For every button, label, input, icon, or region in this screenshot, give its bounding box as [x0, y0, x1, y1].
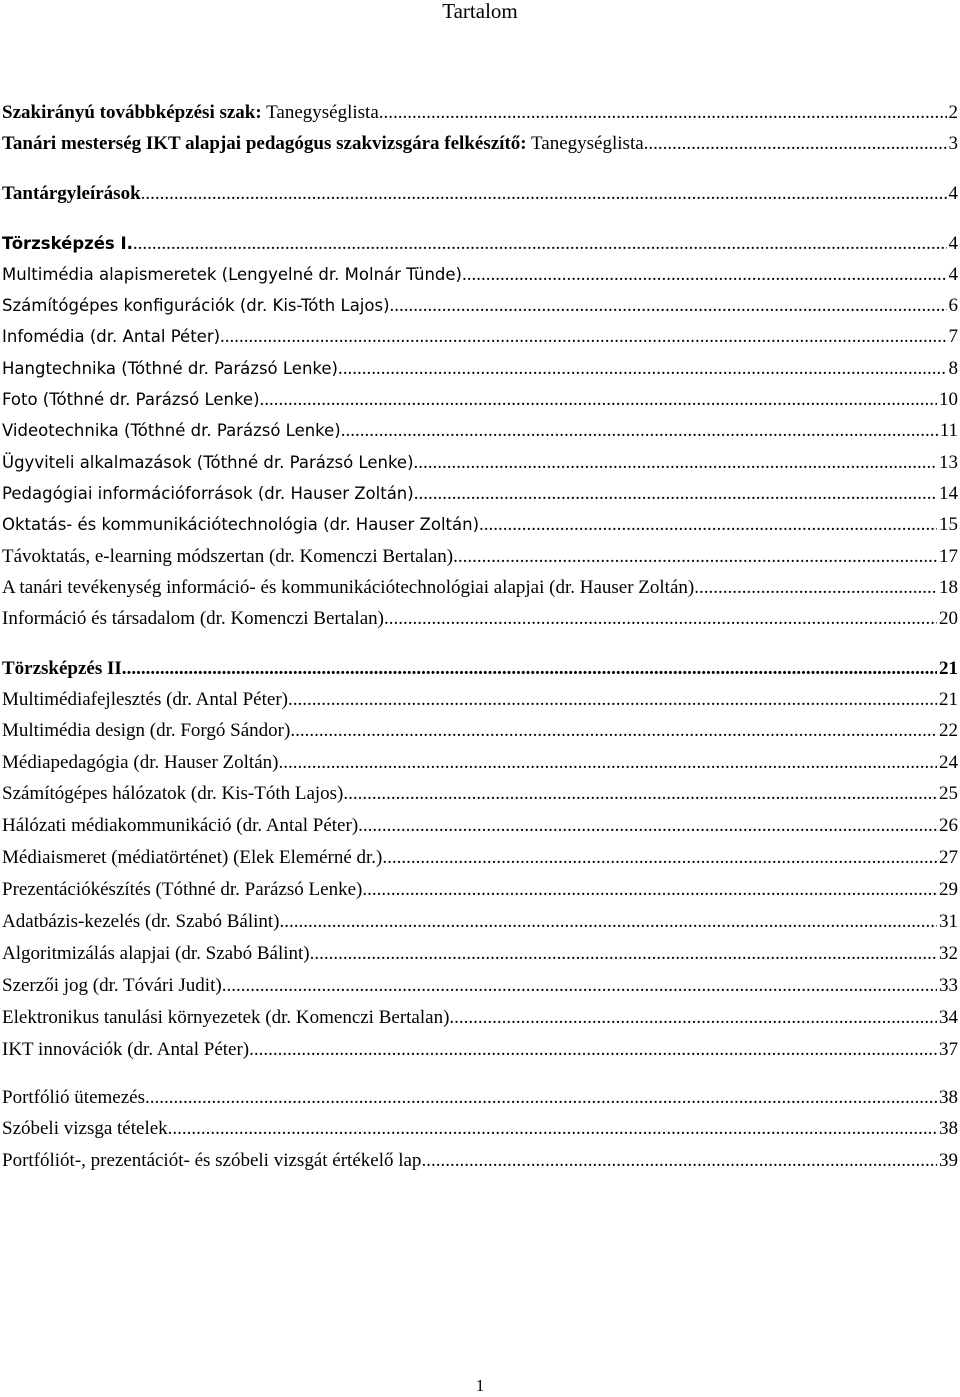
toc-entry-title: Távoktatás, e-learning módszertan (dr. Komenczi Bertalan) — [2, 546, 454, 567]
toc-entry-title: Videotechnika (Tóthné dr. Parázsó Lenke) — [2, 421, 341, 440]
toc-entry[interactable] — [2, 231, 958, 257]
toc-entry-title: Médiaismeret (médiatörténet) (Elek Elemérné dr.) — [2, 847, 383, 868]
toc-page-number: 4 — [948, 264, 958, 285]
toc-page-number: 14 — [939, 483, 958, 504]
toc-entry[interactable] — [2, 512, 958, 538]
toc-page-number: 4 — [948, 183, 958, 204]
toc-page-number: 34 — [939, 1007, 958, 1028]
toc-leader-dots — [362, 877, 937, 903]
toc-entry[interactable] — [2, 324, 958, 350]
toc-entry[interactable] — [2, 356, 958, 382]
toc-leader-dots — [390, 293, 947, 319]
toc-page-number: 4 — [948, 233, 958, 254]
toc-page-number: 39 — [939, 1150, 958, 1171]
toc-leader-dots — [382, 845, 937, 871]
toc-entry[interactable] — [2, 181, 958, 207]
toc-leader-dots — [694, 575, 937, 601]
toc-page-number: 7 — [948, 326, 958, 347]
toc-entry-title: Pedagógiai információforrások (dr. Hauser Zoltán) — [2, 484, 414, 503]
toc-leader-dots — [414, 450, 937, 476]
toc-page-number: 37 — [939, 1039, 958, 1060]
toc-leader-dots — [141, 181, 947, 207]
toc-entry[interactable] — [2, 1005, 958, 1031]
toc-entry-title: Multimédia design (dr. Forgó Sándor) — [2, 720, 291, 741]
toc-entry-title-bold: Szakirányú továbbképzési szak: — [2, 102, 262, 123]
toc-leader-dots — [222, 973, 937, 999]
toc-entry[interactable] — [2, 813, 958, 839]
toc-entry-title: Prezentációkészítés (Tóthné dr. Parázsó Lenke) — [2, 879, 363, 900]
toc-entry[interactable] — [2, 131, 958, 157]
toc-page-number: 33 — [939, 975, 958, 996]
toc-leader-dots — [220, 324, 946, 350]
toc-entry-title — [2, 100, 379, 126]
toc-entry-title: Multimédiafejlesztés (dr. Antal Péter) — [2, 689, 288, 710]
toc-entry-title: Adatbázis-kezelés (dr. Szabó Bálint) — [2, 911, 280, 932]
toc-entry[interactable] — [2, 687, 958, 713]
toc-entry[interactable] — [2, 781, 958, 807]
toc-entry-title: Hálózati médiakommunikáció (dr. Antal Péter) — [2, 815, 359, 836]
toc-leader-dots — [414, 481, 937, 507]
toc-entry-title: Hangtechnika (Tóthné dr. Parázsó Lenke) — [2, 359, 338, 378]
toc-entry-title: Portfóliót-, prezentációt- és szóbeli vizsgát értékelő lap — [2, 1150, 422, 1171]
toc-entry-title-rest: Tanegységlista — [261, 102, 379, 123]
toc-entry[interactable] — [2, 750, 958, 776]
toc-page-number: 11 — [939, 420, 958, 441]
toc-page-number: 25 — [939, 783, 958, 804]
toc-leader-dots — [280, 909, 937, 935]
toc-entry-title: Multimédia alapismeretek (Lengyelné dr. Molnár Tünde) — [2, 265, 462, 284]
toc-entry-title: Médiapedagógia (dr. Hauser Zoltán) — [2, 752, 279, 773]
toc-page-number: 24 — [939, 752, 958, 773]
toc-page-number: 29 — [939, 879, 958, 900]
toc-entry-title: Szóbeli vizsga tételek — [2, 1118, 168, 1139]
toc-leader-dots — [358, 813, 937, 839]
toc-leader-dots — [310, 941, 937, 967]
toc-entry[interactable] — [2, 575, 958, 601]
toc-leader-dots — [343, 781, 937, 807]
toc-page-number: 3 — [948, 133, 958, 154]
toc-page-number: 13 — [939, 452, 958, 473]
toc-entry-title — [2, 131, 644, 157]
toc-entry[interactable] — [2, 450, 958, 476]
toc-leader-dots — [379, 100, 947, 126]
toc-entry[interactable] — [2, 941, 958, 967]
toc-entry-title: Törzsképzés I. — [2, 234, 133, 253]
toc-entry-title: Portfólió ütemezés — [2, 1087, 145, 1108]
toc-leader-dots — [168, 1116, 937, 1142]
toc-leader-dots — [127, 656, 937, 682]
toc-page-number: 6 — [948, 295, 958, 316]
toc-page-number: 26 — [939, 815, 958, 836]
toc-entry[interactable] — [2, 100, 958, 126]
toc-entry-title: IKT innovációk (dr. Antal Péter) — [2, 1039, 250, 1060]
toc-entry[interactable] — [2, 418, 958, 444]
toc-leader-dots — [278, 750, 937, 776]
toc-entry-title: Szerzői jog (dr. Tóvári Judit) — [2, 975, 222, 996]
toc-page-number: 31 — [939, 911, 958, 932]
toc-entry[interactable] — [2, 1116, 958, 1142]
toc-entry[interactable] — [2, 845, 958, 871]
toc-page-number: 8 — [948, 358, 958, 379]
toc-entry[interactable] — [2, 1037, 958, 1063]
toc-entry-title-bold: Tanári mesterség IKT alapjai pedagógus szakvizsgára felkészítő: — [2, 133, 527, 154]
toc-entry-title: Ügyviteli alkalmazások (Tóthné dr. Parázsó Lenke) — [2, 453, 414, 472]
toc-entry-title: Algoritmizálás alapjai (dr. Szabó Bálint) — [2, 943, 310, 964]
toc-entry-title: Törzsképzés II. — [2, 658, 127, 679]
toc-entry[interactable] — [2, 1085, 958, 1111]
toc-leader-dots — [290, 718, 937, 744]
toc-leader-dots — [249, 1037, 937, 1063]
toc-leader-dots — [384, 606, 937, 632]
toc-page-number: 15 — [939, 514, 958, 535]
toc-leader-dots — [145, 1085, 937, 1111]
toc-entry[interactable] — [2, 877, 958, 903]
toc-entry-title: Elektronikus tanulási környezetek (dr. Komenczi Bertalan) — [2, 1007, 450, 1028]
toc-leader-dots — [341, 418, 938, 444]
toc-page-number: 21 — [939, 658, 958, 679]
toc-leader-dots — [338, 356, 947, 382]
toc-leader-dots — [421, 1148, 937, 1174]
toc-entry-title: Foto (Tóthné dr. Parázsó Lenke) — [2, 390, 260, 409]
toc-entry-title: Infomédia (dr. Antal Péter) — [2, 327, 221, 346]
toc-entry[interactable] — [2, 293, 958, 319]
toc-page-number: 38 — [939, 1118, 958, 1139]
toc-page-number: 38 — [939, 1087, 958, 1108]
toc-leader-dots — [288, 687, 937, 713]
toc-entry-title-rest: Tanegységlista — [526, 133, 644, 154]
toc-page-number: 22 — [939, 720, 958, 741]
toc-entry-title: Tantárgyleírások — [2, 183, 141, 204]
page-title: Tartalom — [442, 0, 518, 23]
toc-entry[interactable] — [2, 606, 958, 632]
toc-entry-title: Számítógépes hálózatok (dr. Kis-Tóth Lajos) — [2, 783, 344, 804]
page-number: 1 — [475, 1376, 485, 1395]
toc-leader-dots — [260, 387, 937, 413]
toc-entry[interactable] — [2, 262, 958, 288]
toc-entry[interactable] — [2, 1148, 958, 1174]
toc-page-number: 10 — [939, 389, 958, 410]
toc-entry-title: Oktatás- és kommunikációtechnológia (dr. Hauser Zoltán) — [2, 515, 480, 534]
toc-page-number: 18 — [939, 577, 958, 598]
toc-entry[interactable] — [2, 656, 958, 682]
toc-leader-dots — [449, 1005, 937, 1031]
toc-leader-dots — [644, 131, 947, 157]
toc-page-number: 32 — [939, 943, 958, 964]
toc-entry-title: Információ és társadalom (dr. Komenczi Bertalan) — [2, 608, 384, 629]
toc-entry-title: A tanári tevékenység információ- és kommunikációtechnológiai alapjai (dr. Hauser Zoltán) — [2, 577, 695, 598]
toc-leader-dots — [133, 231, 947, 257]
toc-entry[interactable] — [2, 387, 958, 413]
toc-entry-title: Számítógépes konfigurációk (dr. Kis-Tóth Lajos) — [2, 296, 390, 315]
toc-page-number: 17 — [939, 546, 958, 567]
toc-entry[interactable] — [2, 718, 958, 744]
toc-leader-dots — [453, 544, 937, 570]
toc-page-number: 20 — [939, 608, 958, 629]
toc-entry[interactable] — [2, 973, 958, 999]
toc-leader-dots — [479, 512, 937, 538]
toc-page-number: 27 — [939, 847, 958, 868]
toc-page-number: 2 — [948, 102, 958, 123]
toc-entry[interactable] — [2, 544, 958, 570]
toc-page-number: 21 — [939, 689, 958, 710]
toc-leader-dots — [462, 262, 947, 288]
toc-entry[interactable] — [2, 481, 958, 507]
toc-entry[interactable] — [2, 909, 958, 935]
